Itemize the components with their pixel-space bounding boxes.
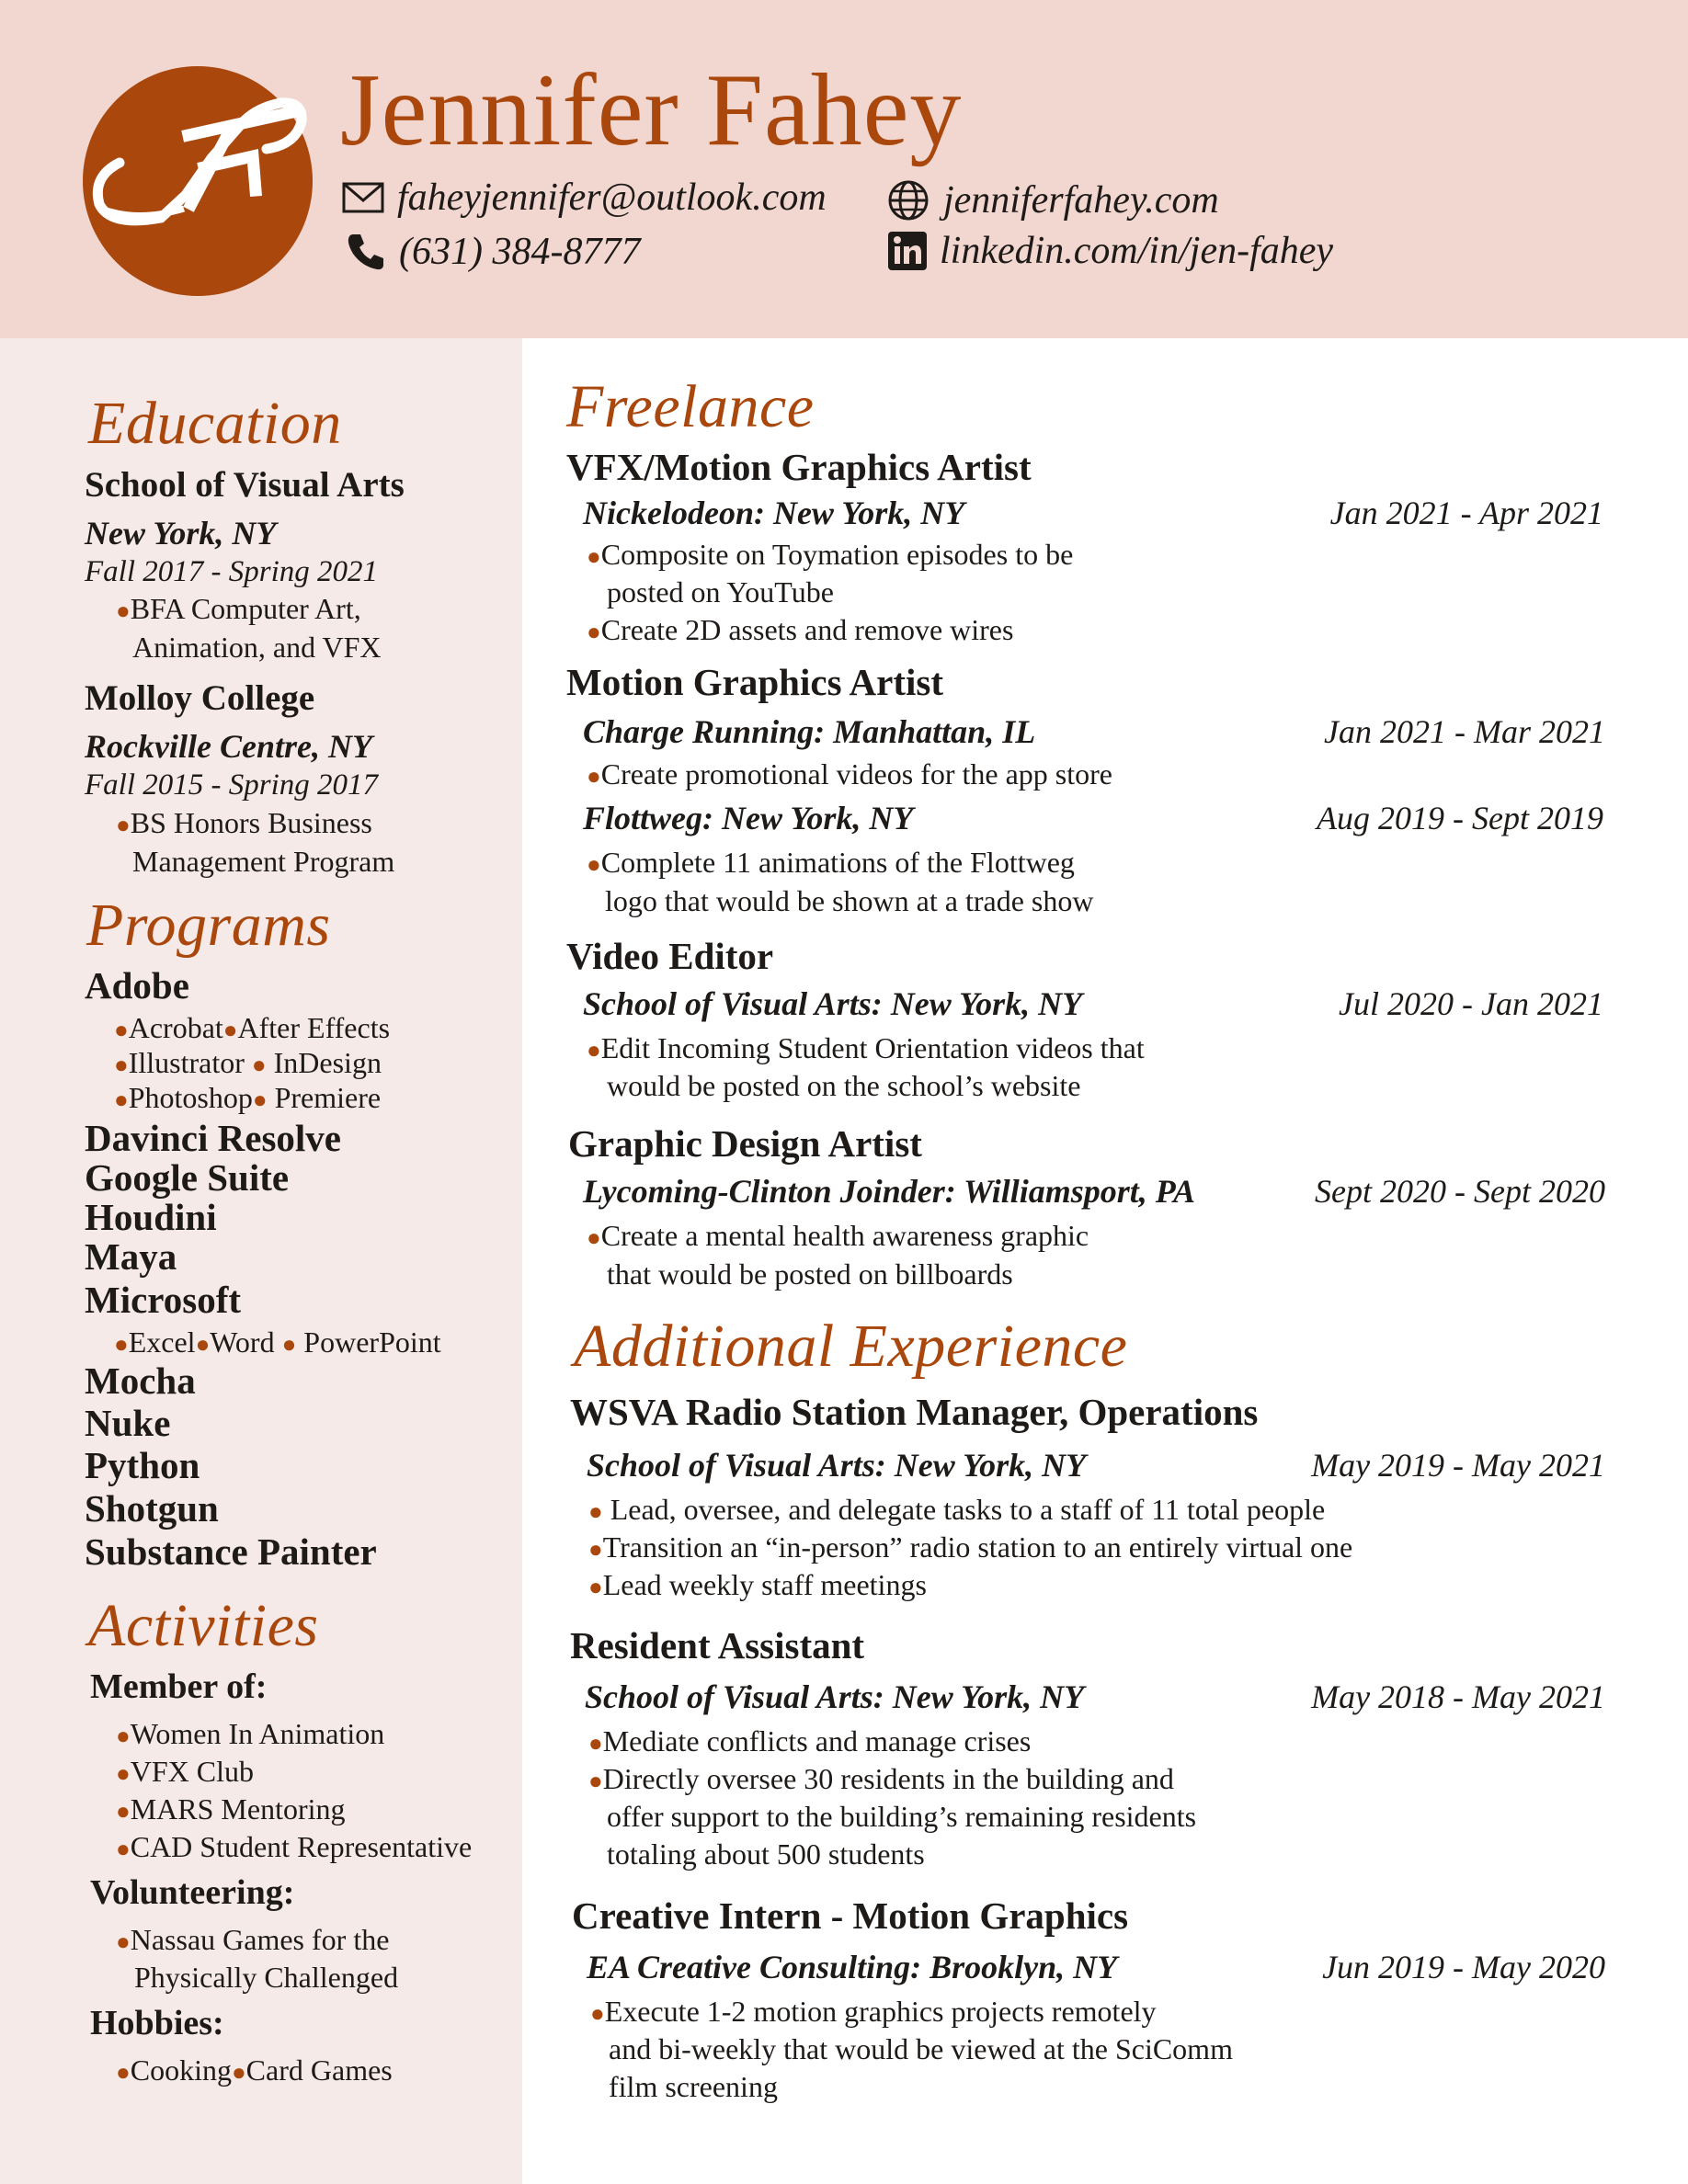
activity-item: ●Nassau Games for the xyxy=(116,1923,390,1956)
bullet-dot: ● xyxy=(116,1928,131,1955)
job-title: Motion Graphics Artist xyxy=(566,661,943,703)
job-bullet: ●Lead weekly staff meetings xyxy=(588,1568,927,1601)
microsoft-items-row: ●Excel●Word ● PowerPoint xyxy=(114,1325,441,1359)
job-bullet: ●Create promotional videos for the app store xyxy=(587,757,1112,791)
job-dates: Jun 2019 - May 2020 xyxy=(1322,1949,1605,1985)
job-bullet: ●Create a mental health awareness graphic xyxy=(587,1219,1089,1252)
bullet-dot: ● xyxy=(114,1331,129,1358)
hobbies-row: ●Cooking●Card Games xyxy=(116,2053,393,2087)
job-bullet: logo that would be shown at a trade show xyxy=(605,884,1094,917)
job-title: VFX/Motion Graphics Artist xyxy=(566,446,1032,488)
job-org: School of Visual Arts: New York, NY xyxy=(587,1447,1087,1484)
job-org: School of Visual Arts: New York, NY xyxy=(585,1678,1085,1715)
bullet-dot: ● xyxy=(116,2059,131,2086)
bullet-dot: ● xyxy=(114,1086,129,1113)
program-name: Adobe xyxy=(85,964,189,1007)
program-name: Davinci Resolve xyxy=(85,1117,341,1159)
job-title: Graphic Design Artist xyxy=(568,1122,922,1165)
job-bullet: and bi-weekly that would be viewed at the SciComm xyxy=(609,2032,1233,2065)
phone-icon xyxy=(346,232,386,272)
job-org: Flottweg: New York, NY xyxy=(583,800,914,836)
job-bullet: ●Mediate conflicts and manage crises xyxy=(588,1724,1032,1757)
school-dates: Fall 2015 - Spring 2017 xyxy=(85,768,378,802)
bullet-dot: ● xyxy=(587,1224,601,1251)
job-bullet: ●Composite on Toymation episodes to be xyxy=(587,538,1074,571)
education-heading: Education xyxy=(88,390,342,457)
bullet-dot: ● xyxy=(252,1086,268,1113)
bullet-dot: ● xyxy=(231,2059,246,2086)
program-name: Maya xyxy=(85,1235,177,1278)
activities-heading: Activities xyxy=(88,1592,319,1659)
job-org: Charge Running: Manhattan, IL xyxy=(583,713,1036,750)
job-org: School of Visual Arts: New York, NY xyxy=(583,985,1083,1022)
job-bullet: ●Edit Incoming Student Orientation videos that xyxy=(587,1031,1145,1064)
email-text[interactable]: faheyjennifer@outlook.com xyxy=(397,176,827,219)
phone-text[interactable]: (631) 384-8777 xyxy=(399,231,641,273)
degree-line: Animation, and VFX xyxy=(132,631,382,664)
resume-header xyxy=(0,0,1688,338)
bullet-dot: ● xyxy=(590,2000,605,2027)
globe-icon xyxy=(886,178,930,222)
bullet-dot: ● xyxy=(588,1498,603,1525)
job-dates: Aug 2019 - Sept 2019 xyxy=(1317,800,1603,836)
freelance-heading: Freelance xyxy=(566,373,815,440)
job-title: Resident Assistant xyxy=(570,1624,865,1666)
job-bullet: film screening xyxy=(609,2070,778,2103)
job-org: Lycoming-Clinton Joinder: Williamsport, PA xyxy=(583,1173,1196,1210)
job-bullet: offer support to the building’s remaining residents xyxy=(607,1800,1197,1833)
program-name: Microsoft xyxy=(85,1279,242,1321)
bullet-dot: ● xyxy=(116,597,131,624)
bullet-dot: ● xyxy=(587,543,601,570)
adobe-items-row: ●Photoshop● Premiere xyxy=(114,1081,382,1114)
degree-line: ●BFA Computer Art, xyxy=(116,592,361,625)
bullet-dot: ● xyxy=(588,1730,603,1757)
school-dates: Fall 2017 - Spring 2021 xyxy=(85,555,378,588)
linkedin-contact[interactable] xyxy=(888,232,1333,270)
bullet-dot: ● xyxy=(588,1574,603,1600)
bullet-dot: ● xyxy=(116,1760,131,1787)
job-bullet: posted on YouTube xyxy=(607,575,834,609)
jf-monogram-logo xyxy=(83,66,313,296)
bullet-dot: ● xyxy=(251,1052,267,1078)
candidate-name: Jennifer Fahey xyxy=(340,53,963,167)
adobe-items-row: ●Acrobat●After Effects xyxy=(114,1011,391,1044)
program-name: Python xyxy=(85,1444,200,1486)
program-name: Google Suite xyxy=(85,1156,290,1199)
bullet-dot: ● xyxy=(116,1836,131,1862)
bullet-dot: ● xyxy=(587,851,601,878)
school-name: Molloy College xyxy=(85,678,315,718)
job-bullet: would be posted on the school’s website xyxy=(607,1069,1081,1102)
bullet-dot: ● xyxy=(195,1331,211,1358)
bullet-dot: ● xyxy=(281,1331,297,1358)
activity-item: ●MARS Mentoring xyxy=(116,1792,346,1826)
school-location: Rockville Centre, NY xyxy=(85,728,372,765)
bullet-dot: ● xyxy=(114,1017,129,1043)
job-title: Creative Intern - Motion Graphics xyxy=(572,1894,1129,1937)
activity-item: ●CAD Student Representative xyxy=(116,1830,473,1863)
bullet-dot: ● xyxy=(587,619,601,645)
job-dates: May 2018 - May 2021 xyxy=(1311,1678,1605,1715)
job-org: EA Creative Consulting: Brooklyn, NY xyxy=(587,1949,1118,1985)
job-dates: Jul 2020 - Jan 2021 xyxy=(1339,985,1603,1022)
program-name: Mocha xyxy=(85,1359,196,1402)
job-dates: Jan 2021 - Apr 2021 xyxy=(1329,495,1603,531)
job-bullet: ●Complete 11 animations of the Flottweg xyxy=(587,846,1075,879)
job-dates: Jan 2021 - Mar 2021 xyxy=(1324,713,1605,750)
bullet-dot: ● xyxy=(116,1723,131,1749)
job-bullet: ●Create 2D assets and remove wires xyxy=(587,613,1014,646)
website-contact[interactable] xyxy=(886,178,1219,222)
program-name: Nuke xyxy=(85,1402,171,1444)
linkedin-icon xyxy=(888,232,927,270)
member-label: Member of: xyxy=(90,1667,268,1706)
job-bullet: ●Execute 1-2 motion graphics projects remotely xyxy=(590,1995,1157,2028)
phone-contact[interactable] xyxy=(346,232,640,272)
bullet-dot: ● xyxy=(588,1768,603,1794)
job-bullet: ●Transition an “in-person” radio station to an entirely virtual one xyxy=(588,1530,1353,1564)
bullet-dot: ● xyxy=(587,763,601,790)
bullet-dot: ● xyxy=(116,812,131,838)
job-bullet: totaling about 500 students xyxy=(607,1837,925,1871)
program-name: Substance Painter xyxy=(85,1530,377,1573)
job-dates: May 2019 - May 2021 xyxy=(1311,1447,1605,1484)
degree-line: Management Program xyxy=(132,845,395,878)
job-org: Nickelodeon: New York, NY xyxy=(583,495,965,531)
activity-item: ●Women In Animation xyxy=(116,1717,385,1750)
additional-experience-heading: Additional Experience xyxy=(574,1313,1128,1380)
mail-icon xyxy=(342,182,384,213)
program-name: Shotgun xyxy=(85,1487,219,1530)
hobbies-label: Hobbies: xyxy=(90,2004,224,2042)
job-dates: Sept 2020 - Sept 2020 xyxy=(1315,1173,1605,1210)
bullet-dot: ● xyxy=(588,1536,603,1563)
programs-heading: Programs xyxy=(86,892,331,959)
bullet-dot: ● xyxy=(587,1037,601,1064)
email-contact[interactable] xyxy=(342,178,827,217)
adobe-items-row: ●Illustrator ● InDesign xyxy=(114,1046,382,1079)
school-name: School of Visual Arts xyxy=(85,465,405,505)
job-bullet: ● Lead, oversee, and delegate tasks to a staff of 11 total people xyxy=(588,1493,1326,1526)
website-text[interactable]: jenniferfahey.com xyxy=(943,179,1219,222)
bullet-dot: ● xyxy=(116,1798,131,1825)
bullet-dot: ● xyxy=(114,1052,129,1078)
degree-line: ●BS Honors Business xyxy=(116,806,372,839)
program-name: Houdini xyxy=(85,1196,217,1238)
activity-item: Physically Challenged xyxy=(134,1961,399,1994)
job-title: Video Editor xyxy=(566,935,774,977)
activity-item: ●VFX Club xyxy=(116,1755,254,1788)
bullet-dot: ● xyxy=(222,1017,238,1043)
job-bullet: that would be posted on billboards xyxy=(607,1257,1013,1291)
job-title: WSVA Radio Station Manager, Operations xyxy=(570,1391,1259,1433)
school-location: New York, NY xyxy=(85,515,277,552)
volunteering-label: Volunteering: xyxy=(90,1873,295,1912)
linkedin-text[interactable]: linkedin.com/in/jen-fahey xyxy=(940,230,1334,272)
job-bullet: ●Directly oversee 30 residents in the building and xyxy=(588,1762,1174,1795)
